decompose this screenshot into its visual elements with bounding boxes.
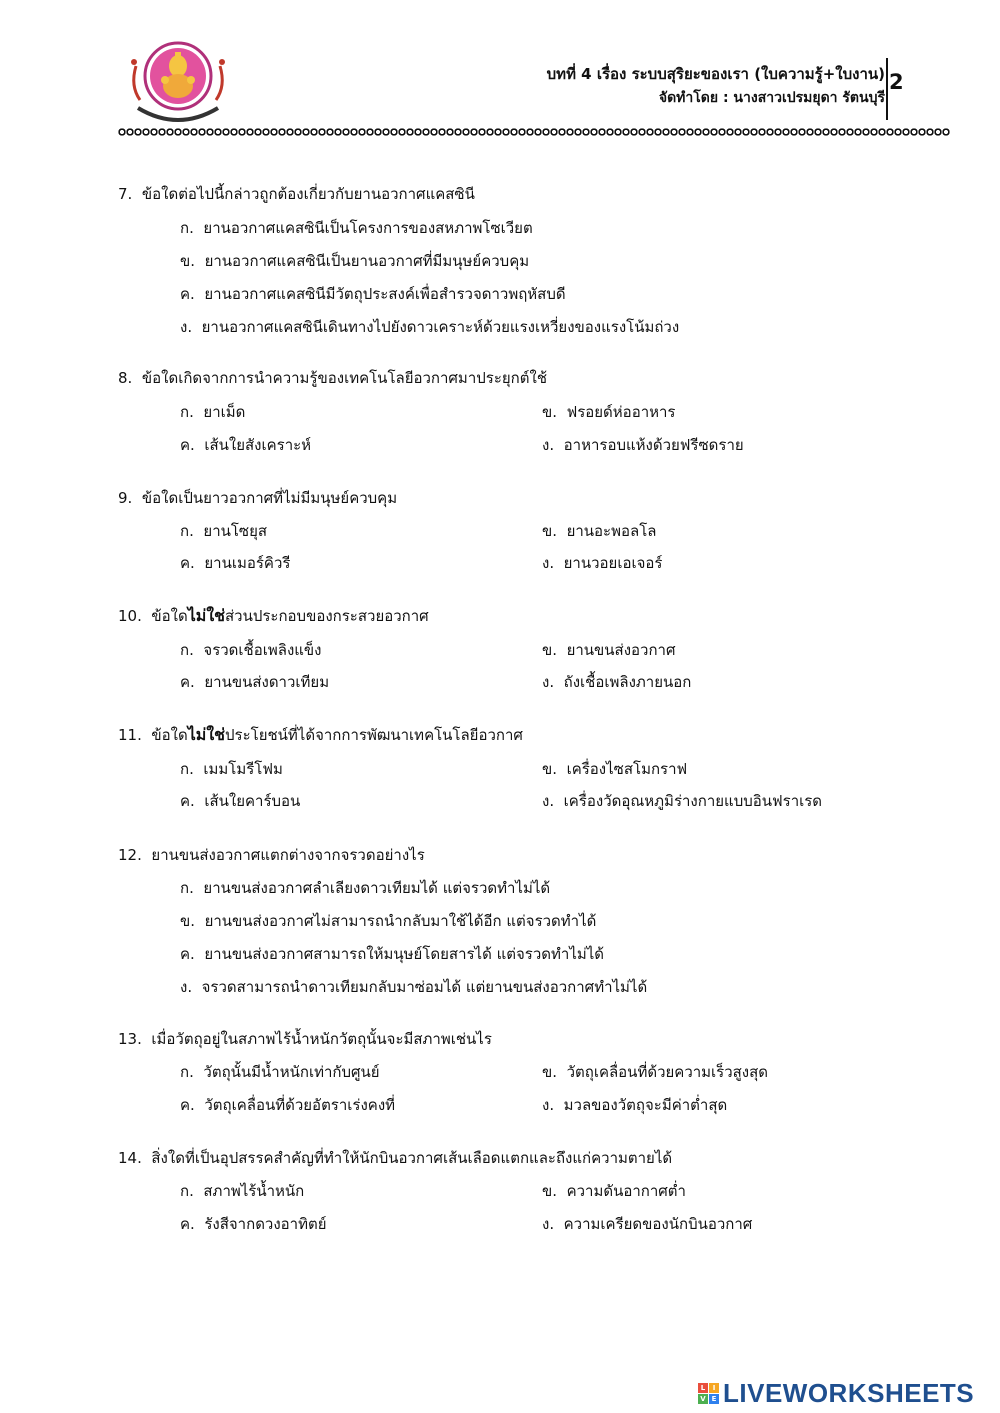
- option-d: ง. ยานวอยเอเจอร์: [542, 554, 663, 572]
- option-a: ก. ยานขนส่งอวกาศลำเลียงดาวเทียมได้ แต่จรวดทำไม่ได้: [180, 879, 551, 897]
- badge-letter: V: [698, 1394, 708, 1404]
- decorative-divider: [118, 128, 950, 140]
- option-c: ค. ยานเมอร์คิวรี: [180, 554, 291, 572]
- option-a: ก. สภาพไร้น้ำหนัก: [180, 1182, 305, 1200]
- option-c: ค. ยานขนส่งดาวเทียม: [180, 673, 330, 691]
- badge-letter: E: [709, 1394, 719, 1404]
- emphasis-not: ไม่ใช่: [187, 725, 225, 744]
- option-d: ง. มวลของวัตถุจะมีค่าต่ำสุด: [542, 1096, 728, 1114]
- option-b: ข. ยานขนส่งอวกาศ: [542, 641, 676, 659]
- option-c: ค. วัตถุเคลื่อนที่ด้วยอัตราเร่งคงที่: [180, 1096, 396, 1114]
- option-a: ก. วัตถุนั้นมีน้ำหนักเท่ากับศูนย์: [180, 1063, 380, 1081]
- liveworksheets-logo-icon: [698, 1383, 719, 1404]
- liveworksheets-watermark: [698, 1378, 974, 1408]
- option-b: ข. วัตถุเคลื่อนที่ด้วยความเร็วสูงสุด: [542, 1063, 769, 1081]
- option-d: ง. จรวดสามารถนำดาวเทียมกลับมาซ่อมได้ แต่ยานขนส่งอวกาศทำไม่ได้: [180, 978, 648, 996]
- question-7: [118, 182, 958, 336]
- question-stem: 10. ข้อใดไม่ใช่ส่วนประกอบของกระสวยอวกาศ: [118, 606, 429, 625]
- option-b: ข. ฟรอยด์ห่ออาหาร: [542, 403, 676, 421]
- header-separator: [886, 58, 888, 120]
- question-stem: 8. ข้อใดเกิดจากการนำความรู้ของเทคโนโลยีอวกาศมาประยุกต์ใช้: [118, 369, 547, 387]
- option-d: ง. ความเครียดของนักบินอวกาศ: [542, 1215, 753, 1233]
- emphasis-not: ไม่ใช่: [187, 606, 225, 625]
- option-b: ข. ยานอะพอลโล: [542, 522, 657, 540]
- option-a: ก. เมมโมรีโฟม: [180, 760, 283, 778]
- document-header: [520, 62, 885, 110]
- question-stem: 13. เมื่อวัตถุอยู่ในสภาพไร้น้ำหนักวัตถุนั้นจะมีสภาพเช่นไร: [118, 1030, 492, 1048]
- option-d: ง. ยานอวกาศแคสซินีเดินทางไปยังดาวเคราะห์ด้วยแรงเหวี่ยงของแรงโน้มถ่วง: [180, 318, 680, 336]
- question-11: [118, 723, 958, 810]
- author-line: จัดทำโดย : นางสาวเปรมยุดา รัตนบุรี: [658, 90, 885, 106]
- question-stem: 12. ยานขนส่งอวกาศแตกต่างจากจรวดอย่างไร: [118, 846, 425, 864]
- school-logo: [122, 36, 234, 136]
- question-14: [118, 1146, 958, 1233]
- brand-name: LIVEWORKSHEETS: [723, 1377, 975, 1408]
- option-d: ง. ถังเชื้อเพลิงภายนอก: [542, 673, 692, 691]
- option-d: ง. เครื่องวัดอุณหภูมิร่างกายแบบอินฟราเรด: [542, 792, 823, 810]
- option-c: ค. รังสีจากดวงอาทิตย์: [180, 1215, 327, 1233]
- option-c: ค. เส้นใยสังเคราะห์: [180, 436, 312, 454]
- option-b: ข. ยานขนส่งอวกาศไม่สามารถนำกลับมาใช้ได้อีก แต่จรวดทำได้: [180, 912, 597, 930]
- question-stem: 7. ข้อใดต่อไปนี้กล่าวถูกต้องเกี่ยวกับยานอวกาศแคสซินี: [118, 185, 475, 203]
- question-stem: 9. ข้อใดเป็นยาวอวกาศที่ไม่มีมนุษย์ควบคุม: [118, 489, 398, 507]
- badge-letter: I: [709, 1383, 719, 1393]
- option-d: ง. อาหารอบแห้งด้วยฟรีซดราย: [542, 436, 744, 454]
- question-stem: 14. สิ่งใดที่เป็นอุปสรรคสำคัญที่ทำให้นักบินอวกาศเส้นเลือดแตกและถึงแก่ความตายได้: [118, 1149, 673, 1167]
- option-c: ค. เส้นใยคาร์บอน: [180, 792, 301, 810]
- question-stem: 11. ข้อใดไม่ใช่ประโยชน์ที่ได้จากการพัฒนาเทคโนโลยีอวกาศ: [118, 725, 523, 744]
- page-number: 2: [889, 70, 904, 94]
- question-13: [118, 1027, 958, 1114]
- question-12: [118, 843, 958, 996]
- question-9: [118, 486, 958, 572]
- lesson-title: บทที่ 4 เรื่อง ระบบสุริยะของเรา (ใบความรู้+ใบงาน): [546, 65, 885, 83]
- question-10: [118, 604, 958, 691]
- option-c: ค. ยานขนส่งอวกาศสามารถให้มนุษย์โดยสารได้ แต่จรวดทำไม่ได้: [180, 945, 605, 963]
- option-a: ก. ยานอวกาศแคสซินีเป็นโครงการของสหภาพโซเวียต: [180, 219, 533, 237]
- question-8: [118, 366, 958, 454]
- option-a: ก. ยาเม็ด: [180, 403, 246, 421]
- option-b: ข. ความดันอากาศต่ำ: [542, 1182, 686, 1200]
- option-b: ข. เครื่องไซสโมกราฟ: [542, 760, 688, 778]
- option-a: ก. ยานโซยุส: [180, 522, 268, 540]
- option-a: ก. จรวดเชื้อเพลิงแข็ง: [180, 641, 322, 659]
- option-b: ข. ยานอวกาศแคสซินีเป็นยานอวกาศที่มีมนุษย์ควบคุม: [180, 252, 530, 270]
- badge-letter: L: [698, 1383, 708, 1393]
- option-c: ค. ยานอวกาศแคสซินีมีวัตถุประสงค์เพื่อสำรวจดาวพฤหัสบดี: [180, 285, 566, 303]
